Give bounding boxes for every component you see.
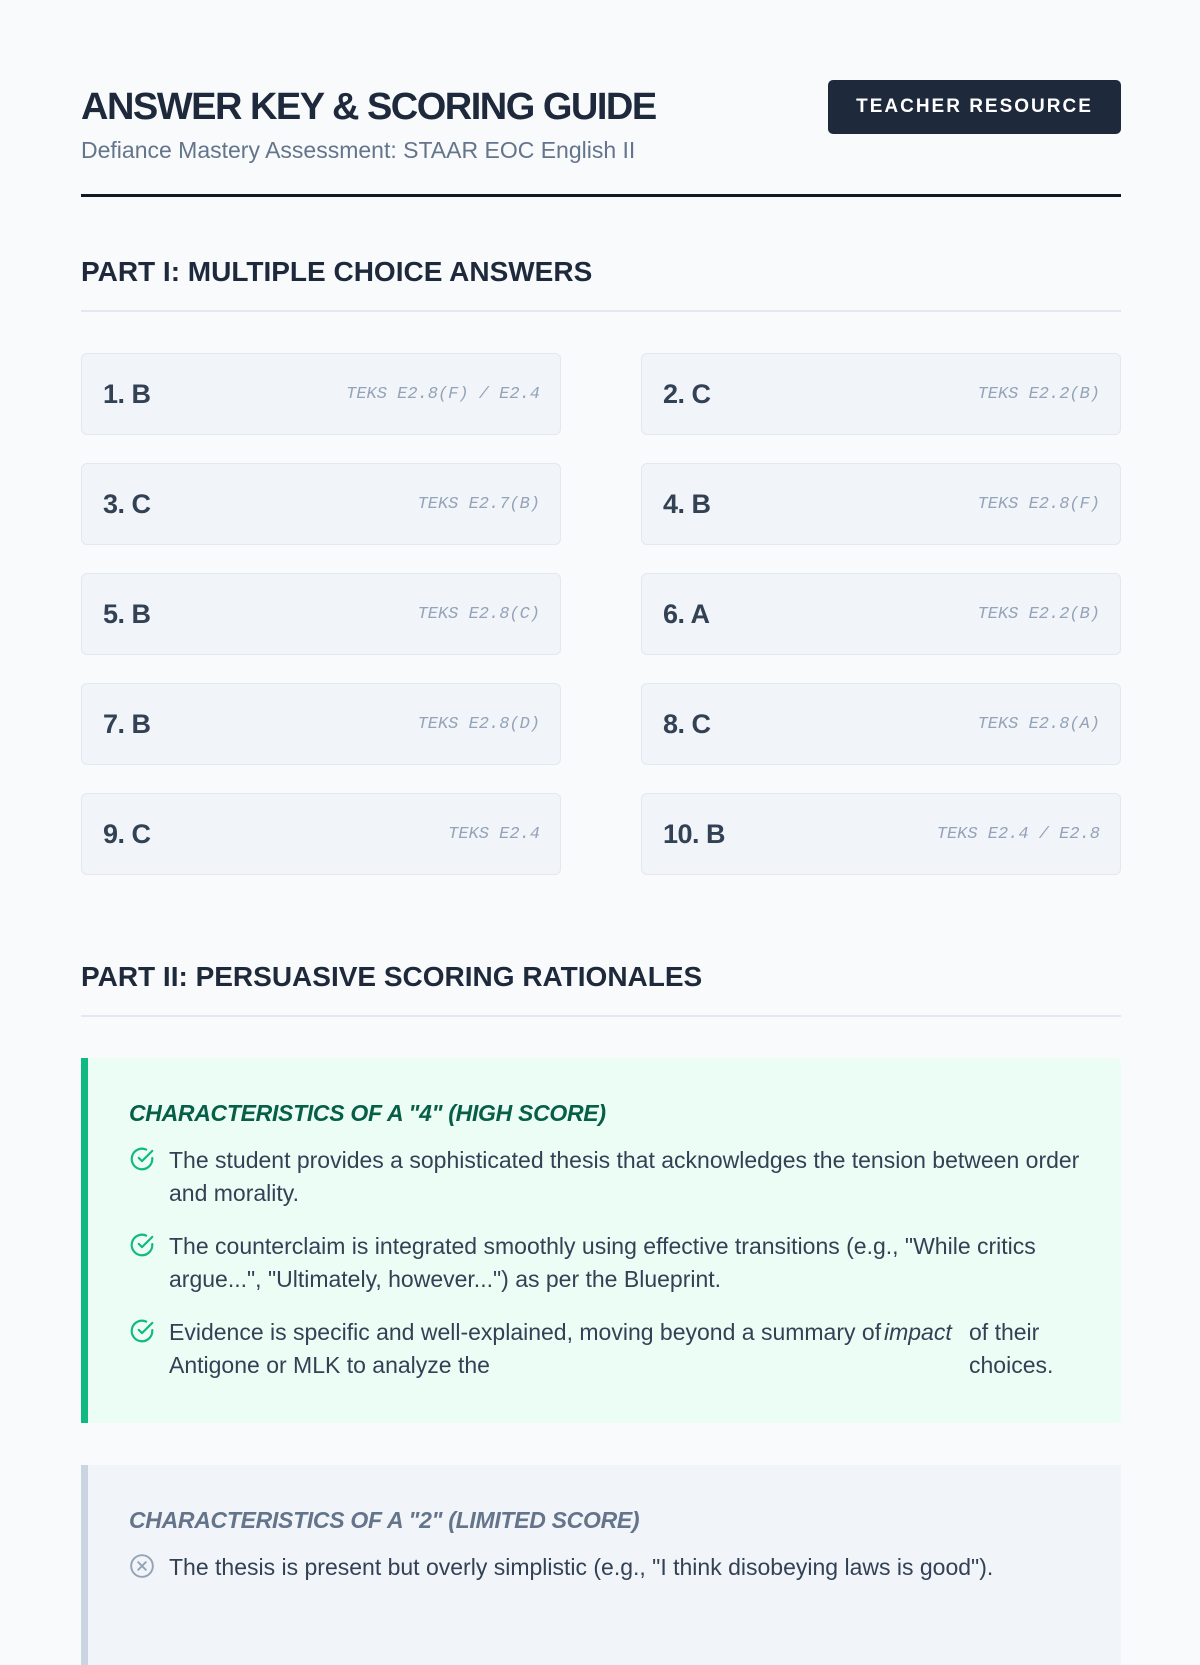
criteria-item [129,1230,1089,1296]
answer-label: 8. C [663,708,711,739]
high-score-rationale [81,1058,1121,1423]
answer-key-page [81,0,1121,1580]
criteria-item [129,1551,1089,1584]
teks-code: TEKS E2.2(B) [977,384,1100,404]
teks-code: TEKS E2.4 / E2.8 [936,824,1100,844]
answer-card [641,353,1121,435]
high-score-title: CHARACTERISTICS OF A "4" (HIGH SCORE) [129,1100,606,1126]
check-circle-icon [129,1318,155,1344]
answer-label: 6. A [663,598,710,629]
answer-label: 10. B [663,818,726,849]
answer-card [81,353,561,435]
answer-label: 3. C [103,488,151,519]
criteria-text: The thesis is present but overly simplistic (e.g., "I think disobeying laws is good"). [169,1554,994,1580]
teacher-resource-badge: TEACHER RESOURCE [828,80,1121,134]
teks-code: TEKS E2.8(F) / E2.4 [346,384,540,404]
teks-code: TEKS E2.7(B) [417,494,540,514]
criteria-text: The counterclaim is integrated smoothly using effective transitions (e.g., "While critics argue...", "Ultimately, however...") as per the Blueprint. [169,1233,1036,1292]
answer-label: 5. B [103,598,151,629]
answer-card [641,463,1121,545]
answer-label: 4. B [663,488,711,519]
answer-card [641,683,1121,765]
check-circle-icon [129,1146,155,1172]
teks-code: TEKS E2.8(C) [417,604,540,624]
check-circle-icon [129,1232,155,1258]
answer-label: 9. C [103,818,151,849]
limited-score-criteria-list [129,1551,1089,1604]
answer-card [81,683,561,765]
teks-code: TEKS E2.8(D) [417,714,540,734]
high-score-criteria-list [129,1144,1089,1402]
document-title: ANSWER KEY & SCORING GUIDE [81,86,656,128]
answer-grid [81,353,1121,875]
limited-score-title: CHARACTERISTICS OF A "2" (LIMITED SCORE) [129,1507,640,1533]
answer-label: 7. B [103,708,151,739]
x-circle-icon [129,1553,155,1579]
part2-heading: PART II: PERSUASIVE SCORING RATIONALES [81,960,1121,1017]
criteria-text: The student provides a sophisticated thesis that acknowledges the tension between order and morality. [169,1147,1080,1206]
teks-code: TEKS E2.4 [448,824,540,844]
answer-label: 1. B [103,378,151,409]
criteria-text-row [169,1316,1089,1382]
teks-code: TEKS E2.8(F) [977,494,1100,514]
part1-heading: PART I: MULTIPLE CHOICE ANSWERS [81,255,1121,312]
answer-card [641,793,1121,875]
criteria-item [129,1144,1089,1210]
criteria-text-end: of their choices. [969,1319,1054,1378]
answer-card [81,463,561,545]
answer-card [641,573,1121,655]
limited-score-rationale [81,1465,1121,1665]
answer-card [81,573,561,655]
criteria-item [129,1316,1089,1382]
criteria-emphasis: impact [884,1319,952,1345]
teks-code: TEKS E2.2(B) [977,604,1100,624]
teks-code: TEKS E2.8(A) [977,714,1100,734]
criteria-text: Evidence is specific and well-explained, moving beyond a summary of Antigone or MLK to analyze the [169,1319,882,1378]
document-subtitle: Defiance Mastery Assessment: STAAR EOC English II [81,137,636,163]
answer-card [81,793,561,875]
document-header [81,0,1121,197]
answer-label: 2. C [663,378,711,409]
